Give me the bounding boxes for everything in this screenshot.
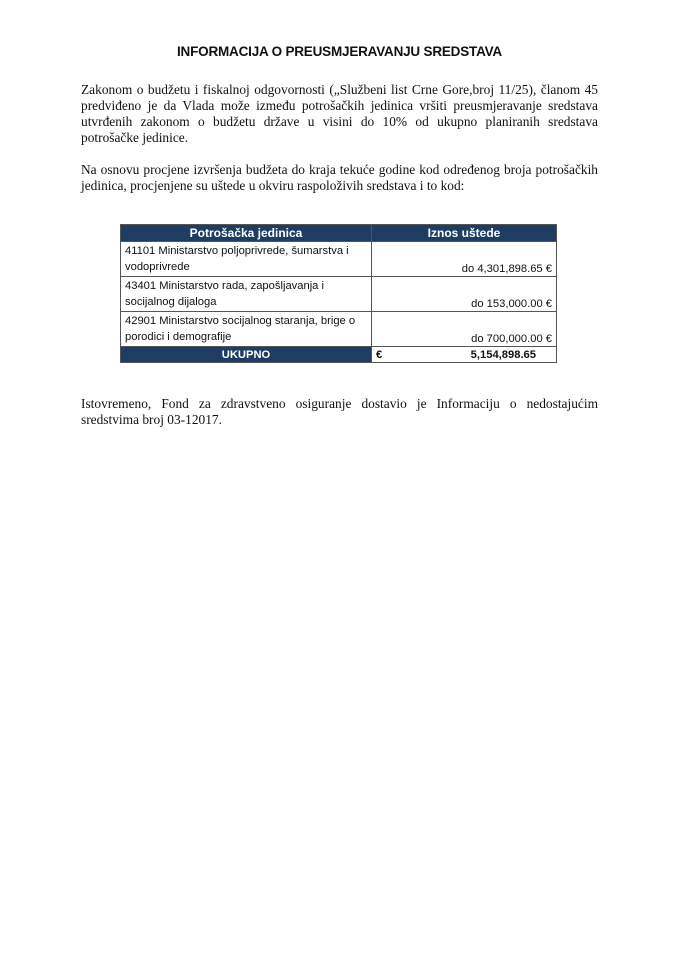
total-value: 5,154,898.65 bbox=[470, 348, 536, 361]
unit-cell: 41101 Ministarstvo poljoprivrede, šumarstva i vodoprivrede bbox=[121, 242, 372, 277]
amount-cell: do 4,301,898.65 € bbox=[372, 242, 557, 277]
paragraph-savings-estimate: Na osnovu procjene izvršenja budžeta do kraja tekuće godine kod određenog broja potrošačkih jedinica, procjenjene su uštede u okviru raspoloživih sredstava i to kod: bbox=[81, 162, 598, 193]
savings-table bbox=[120, 224, 557, 363]
header-unit: Potrošačka jedinica bbox=[121, 225, 372, 242]
table-header-row bbox=[121, 225, 557, 242]
amount-cell: do 153,000.00 € bbox=[372, 277, 557, 312]
unit-cell: 42901 Ministarstvo socijalnog staranja, brige o porodici i demografije bbox=[121, 312, 372, 347]
unit-cell: 43401 Ministarstvo rada, zapošljavanja i socijalnog dijaloga bbox=[121, 277, 372, 312]
document-title: INFORMACIJA O PREUSMJERAVANJU SREDSTAVA bbox=[177, 44, 502, 59]
header-amount: Iznos uštede bbox=[372, 225, 557, 242]
table-row bbox=[121, 312, 557, 347]
table-row bbox=[121, 242, 557, 277]
total-amount-cell bbox=[372, 347, 557, 363]
total-currency: € bbox=[376, 348, 383, 361]
paragraph-health-fund: Istovremeno, Fond za zdravstveno osiguranje dostavio je Informaciju o nedostajućim sredstvima broj 03-12017. bbox=[81, 396, 598, 427]
total-row bbox=[121, 347, 557, 363]
amount-cell: do 700,000.00 € bbox=[372, 312, 557, 347]
paragraph-legal-basis: Zakonom o budžetu i fiskalnoj odgovornosti („Službeni list Crne Gore,broj 11/25), članom 45 predviđeno je da Vlada može između potrošačkih jedinica vršiti preusmjeravanje sredstava utvrđenih zakonom o budžetu države u visini do 10% od ukupno planiranih sredstava potrošačke jedinice. bbox=[81, 82, 598, 145]
table-row bbox=[121, 277, 557, 312]
total-label: UKUPNO bbox=[121, 347, 372, 363]
